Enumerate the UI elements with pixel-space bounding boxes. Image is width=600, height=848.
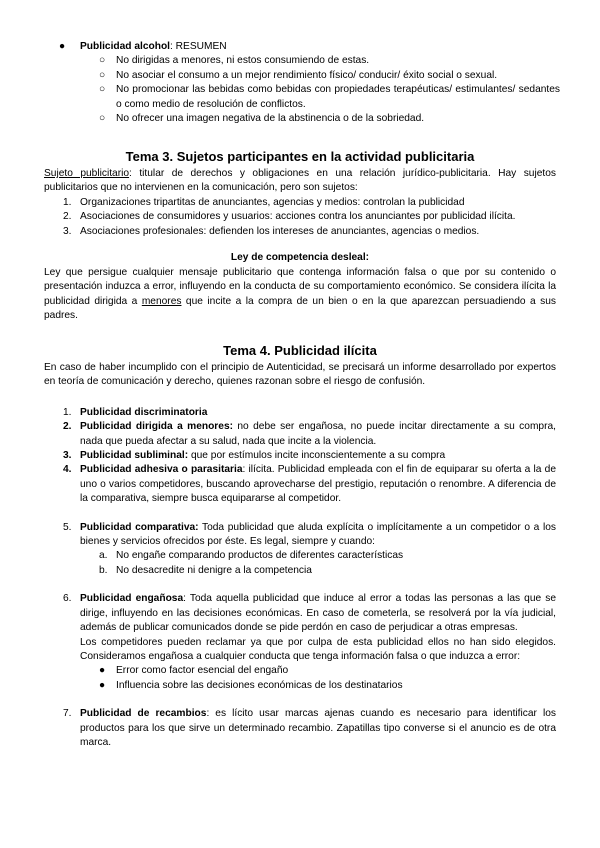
tema3-intro-text: : titular de derechos y obligaciones en una relación jurídico-publicitaria. Hay sujetos publicitarios que no intervienen en la comunicación, pero son sujetos: — [44, 168, 556, 194]
item-title: Publicidad de recambios — [80, 708, 207, 720]
hollow-bullet-icon: ○ — [99, 55, 106, 67]
tema3-item: 2. Asociaciones de consumidores y usuarios: acciones contra los anunciantes por publicidad ilícita. — [63, 211, 516, 223]
item-title: Publicidad discriminatoria — [80, 406, 208, 418]
tema3-section — [0, 149, 600, 324]
item-title: Publicidad comparativa: — [80, 521, 199, 533]
hollow-bullet-icon: ○ — [99, 84, 106, 96]
bullet-icon: ● — [59, 41, 66, 52]
alcohol-item — [0, 112, 560, 126]
item-title: Publicidad dirigida a menores: — [80, 421, 233, 433]
sub-item: ● Error como factor esencial del engaño — [0, 664, 556, 678]
list-item: 3. Publicidad subliminal: que por estímulos incite inconscientemente a su compra — [63, 450, 446, 462]
bullet-icon: ● — [99, 679, 106, 691]
tema3-item-text: Asociaciones de consumidores y usuarios: acciones contra los anunciantes por publicidad ilícita. — [80, 211, 516, 223]
item-title: Publicidad engañosa — [80, 593, 184, 605]
tema3-item-text: Asociaciones profesionales: defienden los intereses de anunciantes, agencias o medios. — [80, 225, 480, 237]
tema3-intro — [44, 167, 556, 196]
list-item: 1. Publicidad discriminatoria — [63, 406, 208, 418]
term-sujeto-publicitario: Sujeto publicitario — [44, 168, 130, 179]
hollow-bullet-icon: ○ — [99, 69, 106, 81]
alcohol-label: Publicidad alcohol — [80, 41, 171, 52]
tema3-item: 1. Organizaciones tripartitas de anunciantes, agencias y medios: controlan la publicidad — [63, 196, 465, 208]
list-item: 2. Publicidad dirigida a menores: no debe ser engañosa, no puede incitar directamente a su compra, nada que pueda afectar a su salud, nada que incite a la violencia. — [63, 421, 556, 447]
tema4-intro: En caso de haber incumplido con el principio de Autenticidad, se precisará un informe desarrollado por expertos en teoría de comunicación y derecho, quienes razonan sobre el riesgo de confusión. — [44, 362, 556, 388]
tema3-title: Tema 3. Sujetos participantes en la actividad publicitaria — [125, 149, 475, 164]
sub-item: ● Influencia sobre las decisiones económicas de los destinatarios — [0, 679, 556, 693]
list-item: 4. Publicidad adhesiva o parasitaria: ilícita. Publicidad empleada con el fin de equiparar su oferta a la de uno o varios competidores, buscando aprovecharse del prestigio, reputación o renombre. A diferencia de la comparativa, siempre busca equipararse al competidor. — [63, 464, 556, 505]
alcohol-item-text: No promocionar las bebidas como bebidas con propiedades terapéuticas/ estimulantes/ sedantes o como medio de resolución de conflictos. — [116, 84, 560, 110]
tema3-item: 3. Asociaciones profesionales: defienden los intereses de anunciantes, agencias o medios. — [63, 225, 480, 237]
item-title: Publicidad adhesiva o parasitaria — [80, 464, 243, 476]
tema4-title: Tema 4. Publicidad ilícita — [223, 343, 377, 358]
ley-competencia-text: Ley que persigue cualquier mensaje publicitario que contenga información falsa o que por su contenido o presentación induzca a error, influyendo en la conducta de su comportamiento económico. Se considera ilícita la publicidad dirigida a menores que incite a la compra de un bien o en la que aparezcan persuadiendo a sus padres. — [44, 267, 556, 322]
bullet-icon: ● — [99, 665, 106, 677]
ley-competencia-title: Ley de competencia desleal: — [230, 252, 370, 264]
list-item: 5. Publicidad comparativa: Toda publicidad que aluda explícita o implícitamente a un competidor o a los bienes y servicios ofrecidos por éste. Es legal, siempre y cuando: — [63, 521, 556, 548]
alcohol-item — [0, 54, 560, 68]
list-item: 6. Publicidad engañosa: Toda aquella publicidad que induce al error a todas las personas a las que se dirige, influyendo en las decisiones económicas. En caso de cometerla, se resolverá por la vía judicial, además de publicar comunicados donde se pide perdón en caso de perjudicar a otras empresas. Los competidores pueden reclamar ya que por culpa de esta publicidad ellos no han sido elegidos. Consideramos engañosa a cualquier conducta que tenga información falsa o que induzca a error: — [0, 592, 556, 664]
alcohol-item-text: No ofrecer una imagen negativa de la abstinencia o de la sobriedad. — [116, 113, 425, 125]
sub-item: a. No engañe comparando productos de diferentes características — [99, 550, 404, 562]
sub-item: b. No desacredite ni denigre a la competencia — [99, 564, 312, 576]
alcohol-item — [0, 83, 560, 112]
hollow-bullet-icon: ○ — [99, 113, 106, 125]
alcohol-item-text: No dirigidas a menores, ni estos consumiendo de estas. — [116, 55, 370, 67]
alcohol-suffix: : RESUMEN — [170, 41, 227, 52]
term-menores: menores — [141, 295, 182, 307]
alcohol-heading — [0, 40, 560, 54]
alcohol-item-text: No asociar el consumo a un mejor rendimiento físico/ conducir/ éxito social o sexual. — [116, 69, 498, 81]
alcohol-item — [0, 69, 560, 83]
alcohol-section — [0, 40, 600, 126]
item-title: Publicidad subliminal: — [80, 450, 189, 462]
tema3-item-text: Organizaciones tripartitas de anunciantes, agencias y medios: controlan la publicidad — [80, 196, 465, 208]
tema4-section — [0, 343, 600, 750]
list-item: 7. Publicidad de recambios: es lícito usar marcas ajenas cuando es necesario para identificar los productos para los que sirve un determinado recambio. Zapatillas tipo converse si el anuncio es de otra marca. — [63, 708, 556, 748]
item-paragraph: Los competidores pueden reclamar ya que por culpa de esta publicidad ellos no han sido elegidos. Consideramos engañosa a cualquier conducta que tenga información falsa o que induzca a error: — [80, 636, 556, 662]
